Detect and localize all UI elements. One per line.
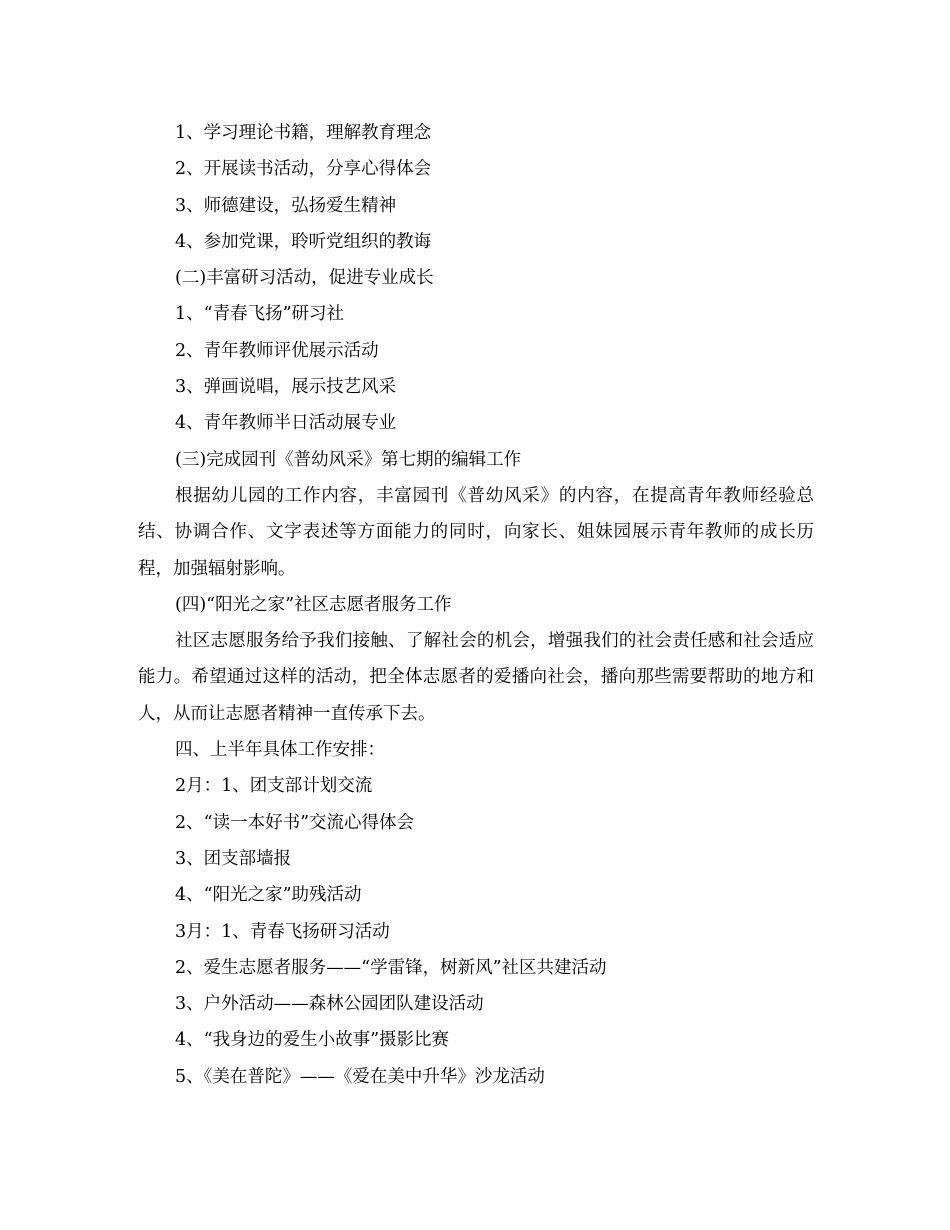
list-item: 2、青年教师评优展示活动 <box>175 340 379 361</box>
section-heading: 四、上半年具体工作安排： <box>175 740 385 761</box>
schedule-item: 3月：1、青春飞扬研习活动 <box>175 921 390 942</box>
list-item: 4、青年教师半日活动展专业 <box>175 413 397 434</box>
schedule-item: 4、“我身边的爱生小故事”摄影比赛 <box>175 1030 450 1051</box>
list-item: 1、学习理论书籍，理解教育理念 <box>175 123 432 143</box>
list-item: 1、“青春飞扬”研习社 <box>175 304 345 325</box>
schedule-item: 2、“读一本好书”交流心得体会 <box>175 812 415 833</box>
section-heading: (三)完成园刊《普幼风采》第七期的编辑工作 <box>175 449 522 470</box>
schedule-item: 2、爱生志愿者服务——“学雷锋，树新风”社区共建活动 <box>175 957 607 978</box>
list-item: 3、弹画说唱，展示技艺风采 <box>175 377 397 398</box>
schedule-item: 4、“阳光之家”助残活动 <box>175 885 362 906</box>
schedule-item: 3、户外活动——森林公园团队建设活动 <box>175 994 484 1015</box>
schedule-item: 2月：1、团支部计划交流 <box>175 776 373 797</box>
paragraph-volunteer: 社区志愿服务给予我们接触、了解社会的机会，增强我们的社会责任感和社会适应能力。希望通过这样的活动，把全体志愿者的爱播向社会，播向那些需要帮助的地方和人，从而让志愿者精神一直传承下去。 <box>138 631 814 724</box>
schedule-item: 3、团支部墙报 <box>175 848 292 869</box>
section-heading: (四)“阳光之家”社区志愿者服务工作 <box>175 594 452 615</box>
section-heading: (二)丰富研习活动，促进专业成长 <box>175 268 434 289</box>
paragraph-journal: 根据幼儿园的工作内容，丰富园刊《普幼风采》的内容，在提高青年教师经验总结、协调合作、文字表述等方面能力的同时，向家长、姐妹园展示青年教师的成长历程，加强辐射影响。 <box>138 485 814 579</box>
list-item: 4、参加党课，聆听党组织的教诲 <box>175 231 432 252</box>
list-item: 3、师德建设，弘扬爱生精神 <box>175 195 397 216</box>
document-body <box>138 115 814 1095</box>
list-item: 2、开展读书活动，分享心得体会 <box>175 159 432 180</box>
schedule-item: 5、《美在普陀》——《爱在美中升华》沙龙活动 <box>175 1066 545 1087</box>
